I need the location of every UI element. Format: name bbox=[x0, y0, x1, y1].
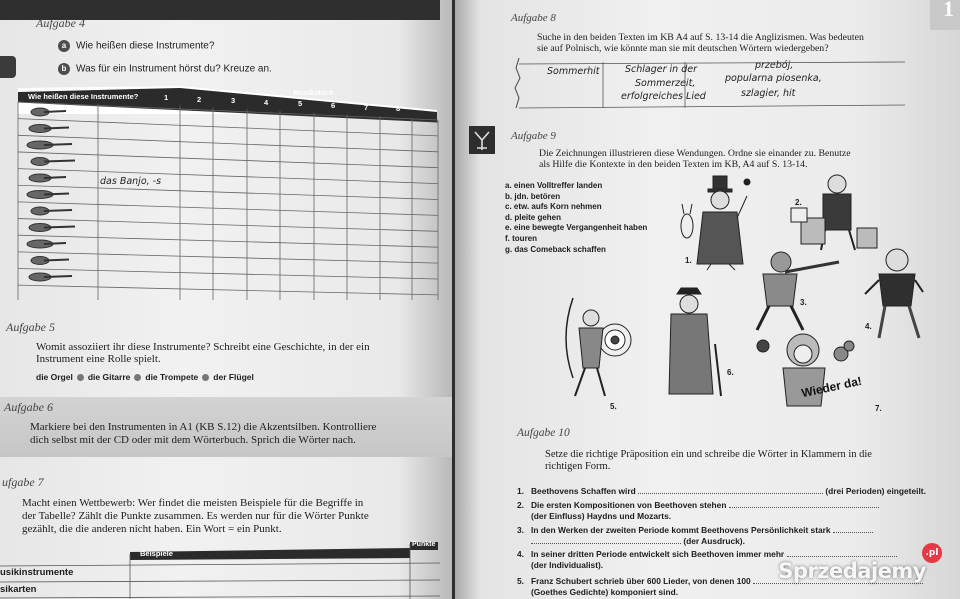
aufgabe8-term: Sommerhit bbox=[547, 66, 600, 77]
aufgabe5-title: Aufgabe 5 bbox=[6, 320, 55, 334]
aufgabe7-row-line bbox=[0, 580, 440, 582]
aufgabe6-line2: dich selbst mit der CD oder mit dem Wörterbuch. Sprich die Wörter nach. bbox=[30, 434, 356, 446]
watermark-badge: .pl bbox=[922, 543, 942, 563]
aufgabe4-item-a-text: Wie heißen diese Instrumente? bbox=[76, 40, 215, 52]
aufgabe4-item-b-text: Was für ein Instrument hörst du? Kreuze an. bbox=[76, 63, 272, 75]
table-row-line bbox=[18, 135, 438, 152]
table-column-number: 4 bbox=[264, 97, 269, 107]
aufgabe6-line1: Markiere bei den Instrumenten in A1 (KB S.12) die Akzentsilben. Kontrolliere bbox=[30, 421, 377, 433]
option-orgel: die Orgel bbox=[36, 372, 73, 382]
aufgabe4-item-b bbox=[58, 63, 272, 75]
aufgabe7-line2: der Tabelle? Zählt die Punkte zusammen. Es werden nur für die Wörter Punkte bbox=[22, 510, 369, 522]
speech-bubble-text: Wieder da! bbox=[800, 373, 864, 401]
aufgabe7-title: ufgabe 7 bbox=[2, 475, 44, 489]
item-letter: b. bbox=[505, 191, 513, 201]
handwritten-entry: das Banjo, -s bbox=[100, 176, 162, 187]
figure-6-old-man bbox=[669, 288, 721, 396]
table-column-number: 3 bbox=[231, 96, 236, 106]
sentence-part-a: Die ersten Kompositionen von Beethoven stehen bbox=[531, 500, 727, 510]
item-letter: e. bbox=[505, 223, 512, 233]
item-text: touren bbox=[512, 234, 538, 243]
sentence-number: 5. bbox=[517, 576, 524, 586]
cd-icon bbox=[0, 56, 16, 78]
item-text: eine bewegte Vergangenheit haben bbox=[513, 223, 648, 233]
aufgabe8-bottom-line bbox=[519, 105, 905, 108]
guitar-icon bbox=[29, 125, 69, 133]
option-separator bbox=[77, 374, 84, 381]
aufgabe9-icon bbox=[469, 126, 495, 154]
aufgabe8-german-3: erfolgreiches Lied bbox=[621, 91, 706, 102]
aufgabe8-polish-2: popularna piosenka, bbox=[725, 73, 822, 84]
sentence-part-a: In den Werken der zweiten Periode kommt Beethovens Persönlichkeit stark bbox=[531, 525, 831, 535]
answer-blank[interactable] bbox=[753, 583, 923, 584]
table-gridlines bbox=[18, 102, 438, 300]
option-separator bbox=[202, 374, 209, 381]
figure-3-hunter bbox=[757, 252, 839, 330]
aufgabe8-line1: Suche in den beiden Texten im KB A4 auf S. 13-14 die Anglizismen. Was bedeuten bbox=[537, 32, 864, 43]
figure-number: 5. bbox=[610, 402, 617, 411]
aufgabe6-title: Aufgabe 6 bbox=[4, 400, 53, 414]
answer-blank[interactable] bbox=[729, 507, 879, 508]
marker-a: a bbox=[58, 40, 70, 52]
sentence-part-b: (der Individualist). bbox=[531, 560, 604, 570]
table-row-line bbox=[18, 252, 438, 263]
table-row-line bbox=[18, 119, 438, 136]
aufgabe5-options bbox=[36, 372, 254, 382]
item-text: einen Volltreffer landen bbox=[513, 181, 603, 190]
option-separator bbox=[134, 374, 141, 381]
figure-2-traveller bbox=[791, 175, 877, 250]
sentence-number: 4. bbox=[517, 549, 524, 559]
aufgabe7-row-2: sikarten bbox=[0, 584, 37, 595]
table-row-line bbox=[18, 202, 438, 216]
banjo-icon bbox=[29, 174, 66, 182]
table-column-number: 2 bbox=[197, 94, 202, 104]
table-column-number: 1 bbox=[164, 93, 169, 102]
figure-number: 4. bbox=[865, 322, 872, 331]
aufgabe7-line1: Macht einen Wettbewerb: Wer findet die meisten Beispiele für die Begriffe in bbox=[22, 497, 364, 509]
table-row-line bbox=[18, 169, 438, 184]
table-group-header: Musikstück bbox=[293, 88, 334, 97]
sentence-number: 2. bbox=[517, 500, 524, 510]
item-letter: d. bbox=[505, 212, 513, 222]
aufgabe10-sentence bbox=[517, 486, 926, 497]
aufgabe7-line3: gezählt, die die anderen nicht haben. Ein Wort = ein Punkt. bbox=[22, 523, 282, 535]
aufgabe7-col-beispiele: Beispiele bbox=[140, 549, 173, 558]
aufgabe8-top-line bbox=[519, 62, 905, 64]
watermark-text: Sprzedajemy bbox=[778, 559, 926, 583]
aufgabe8-polish-3: szlagier, hit bbox=[741, 88, 796, 99]
item-text: pleite gehen bbox=[514, 212, 562, 222]
left-page bbox=[0, 0, 452, 599]
table-row-line bbox=[18, 185, 438, 199]
table-row-line bbox=[18, 285, 438, 295]
trombone-icon bbox=[31, 257, 69, 265]
item-letter: f. bbox=[505, 234, 510, 243]
horn-icon bbox=[29, 273, 72, 281]
aufgabe8-line2: sie auf Polnisch, wie könnte man sie mit deutschen Wörtern wiedergeben? bbox=[537, 43, 829, 54]
table-row-line bbox=[18, 152, 438, 168]
item-text: etw. aufs Korn nehmen bbox=[513, 202, 602, 212]
sentence-part-b: (Goethes Gedichte) komponiert sind. bbox=[531, 587, 679, 597]
aufgabe10-title: Aufgabe 10 bbox=[517, 427, 570, 439]
page-number: 1 bbox=[943, 0, 954, 21]
aufgabe7-row-line bbox=[0, 563, 440, 566]
table-row-line bbox=[18, 235, 438, 247]
item-letter: g. bbox=[505, 244, 513, 254]
figure-number: 3. bbox=[800, 298, 807, 307]
aufgabe8-title: Aufgabe 8 bbox=[511, 12, 556, 24]
trumpet-icon bbox=[29, 224, 75, 232]
table-column-number: 8 bbox=[396, 104, 401, 114]
aufgabe7-col-punkte: Punkte bbox=[412, 541, 436, 548]
table-row-line bbox=[18, 219, 438, 232]
sentence-part-a: Franz Schubert schrieb über 600 Lieder, von denen 100 bbox=[531, 576, 751, 586]
item-text: das Comeback schaffen bbox=[514, 244, 606, 254]
drum-icon bbox=[27, 191, 69, 199]
table-row-line bbox=[18, 269, 438, 280]
aufgabe4-title: Aufgabe 4 bbox=[36, 16, 85, 30]
figure-5-archer bbox=[566, 298, 631, 396]
table-first-col-header: Wie heißen diese Instrumente? bbox=[28, 92, 139, 101]
aufgabe8-german-2: Sommerzeit, bbox=[635, 78, 696, 89]
sentence-part-a: In seiner dritten Periode entwickelt sich Beethoven immer mehr bbox=[531, 549, 785, 559]
table-column-number: 6 bbox=[331, 101, 336, 110]
aufgabe7-row-1: usikinstrumente bbox=[0, 567, 74, 578]
figure-number: 6. bbox=[727, 368, 734, 377]
aufgabe9-line2: als Hilfe die Kontexte in den beiden Texten im KB, A4 auf S. 13-14. bbox=[539, 159, 808, 170]
sentence-part-b: (der Ausdruck). bbox=[683, 536, 745, 546]
sentence-number: 3. bbox=[517, 525, 524, 535]
banjo-icon bbox=[27, 141, 72, 149]
option-trompete: die Trompete bbox=[145, 372, 199, 382]
aufgabe10-line1: Setze die richtige Präposition ein und schreibe die Wörter in Klammern in die bbox=[545, 449, 872, 460]
marker-b: b bbox=[58, 63, 70, 75]
aufgabe5-line2: Instrument eine Rolle spielt. bbox=[36, 353, 161, 365]
aufgabe8-polish-1: przebój, bbox=[755, 60, 794, 71]
figure-number: 7. bbox=[875, 404, 882, 413]
option-fluegel: der Flügel bbox=[213, 372, 254, 382]
aufgabe8-german-1: Schlager in der bbox=[625, 64, 697, 75]
sentence-part-b: (der Einfluss) Haydns und Mozarts. bbox=[531, 511, 672, 521]
aufgabe9-line1: Die Zeichnungen illustrieren diese Wendungen. Ordne sie einander zu. Benutze bbox=[539, 148, 851, 159]
right-page bbox=[455, 0, 960, 599]
item-text: jdn. betören bbox=[514, 191, 561, 201]
item-letter: c. bbox=[505, 202, 512, 212]
figure-4-bald-man bbox=[865, 249, 923, 338]
instrument-table bbox=[0, 78, 452, 318]
aufgabe5-line1: Womit assoziiert ihr diese Instrumente? Schreibt eine Geschichte, in der ein bbox=[36, 341, 370, 353]
aufgabe10-sentence bbox=[517, 525, 873, 547]
figure-number: 1. bbox=[685, 256, 692, 265]
item-letter: a. bbox=[505, 181, 512, 190]
answer-blank[interactable] bbox=[531, 543, 681, 544]
sentence-number: 1. bbox=[517, 486, 524, 496]
sentence-part-b: (drei Perioden) eingeteilt. bbox=[825, 486, 926, 496]
table-column-number: 5 bbox=[298, 99, 303, 109]
torn-edge bbox=[515, 58, 520, 108]
option-gitarre: die Gitarre bbox=[87, 372, 131, 382]
answer-blank[interactable] bbox=[833, 532, 873, 533]
answer-blank[interactable] bbox=[787, 556, 897, 557]
aufgabe10-line2: richtigen Form. bbox=[545, 461, 611, 472]
table-column-number: 7 bbox=[364, 102, 369, 112]
harp-icon bbox=[31, 207, 72, 215]
instrument-pictures bbox=[27, 108, 75, 281]
aufgabe9-title: Aufgabe 9 bbox=[511, 130, 556, 142]
aufgabe4-item-a bbox=[58, 40, 214, 52]
sentence-part-a: Beethovens Schaffen wird bbox=[531, 486, 636, 496]
aufgabe9-icon-drawing bbox=[469, 126, 495, 154]
lute-icon bbox=[31, 158, 75, 166]
aufgabe7-row-line bbox=[0, 596, 440, 598]
aufgabe10-sentence bbox=[517, 500, 879, 522]
clarinet-icon bbox=[27, 240, 66, 248]
answer-blank[interactable] bbox=[638, 493, 823, 494]
figure-number: 2. bbox=[795, 198, 802, 207]
